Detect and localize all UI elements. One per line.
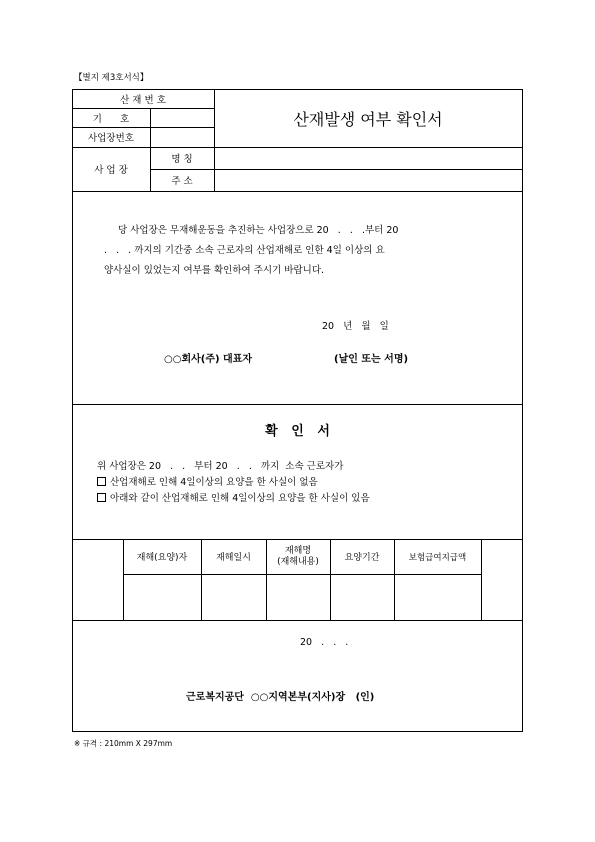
address-label: 주 소	[171, 176, 193, 187]
name-field[interactable]	[215, 148, 521, 168]
col-injured: 재해(요양)자	[136, 553, 188, 563]
workplace-label: 사 업 장	[94, 165, 128, 176]
reg-no-label: 산 재 번 호	[120, 94, 166, 106]
footer-date: 20 . . .	[300, 637, 349, 648]
table-cell[interactable]	[202, 575, 265, 619]
table-cell[interactable]	[331, 575, 393, 619]
option-exists-label: 아래와 같이 산업재해로 인해 4일이상의 요양을 한 사실이 있음	[110, 493, 370, 504]
col-date: 재해일시	[216, 553, 251, 563]
request-line-2: . . . 까지의 기간중 소속 근로자의 산업재해로 인한 4일 이상의 요	[104, 245, 385, 256]
company-name: ○○회사(주) 대표자	[164, 354, 253, 365]
col-accident	[266, 539, 330, 574]
checkbox-none[interactable]	[97, 477, 106, 486]
code-label: 기 호	[92, 113, 130, 125]
confirm-line-1: 위 사업장은 20 . . 부터 20 . . 까지 소속 근로자가	[97, 461, 344, 472]
biz-no-label: 사업장번호	[88, 133, 134, 144]
page-title: 산재발생 여부 확인서	[293, 109, 443, 129]
checkbox-exists[interactable]	[97, 493, 106, 502]
seal-note: (날인 또는 서명)	[334, 354, 409, 365]
confirm-title: 확 인 서	[265, 424, 330, 439]
option-none-label: 산업재해로 인해 4일이상의 요양을 한 사실이 없음	[110, 477, 318, 488]
col-accident-name: 재해명	[284, 545, 312, 556]
option-none	[97, 474, 318, 488]
request-line-3: 양사실이 있었는지 여부를 확인하여 주시기 바랍니다.	[104, 265, 325, 276]
issuer: 근로복지공단 ○○지역본부(지사)장 (인)	[186, 692, 375, 703]
option-exists	[97, 490, 370, 504]
col-benefit: 보험급여지급액	[408, 552, 467, 563]
table-cell[interactable]	[124, 575, 200, 619]
table-cell[interactable]	[267, 575, 329, 619]
col-period: 요양기간	[344, 553, 380, 563]
request-date: 20 년 월 일	[322, 321, 389, 332]
form-tag: 【별지 제3호서식】	[74, 73, 149, 83]
request-line-1: 당 사업장은 무재해운동을 추진하는 사업장으로 20 . . .부터 20	[118, 225, 399, 236]
address-field[interactable]	[215, 170, 521, 190]
paper-spec: ※ 규격 : 210mm X 297mm	[74, 739, 173, 748]
col-accident-detail: (재해내용)	[277, 556, 319, 567]
table-cell[interactable]	[395, 575, 480, 619]
name-label: 명 칭	[171, 154, 193, 165]
